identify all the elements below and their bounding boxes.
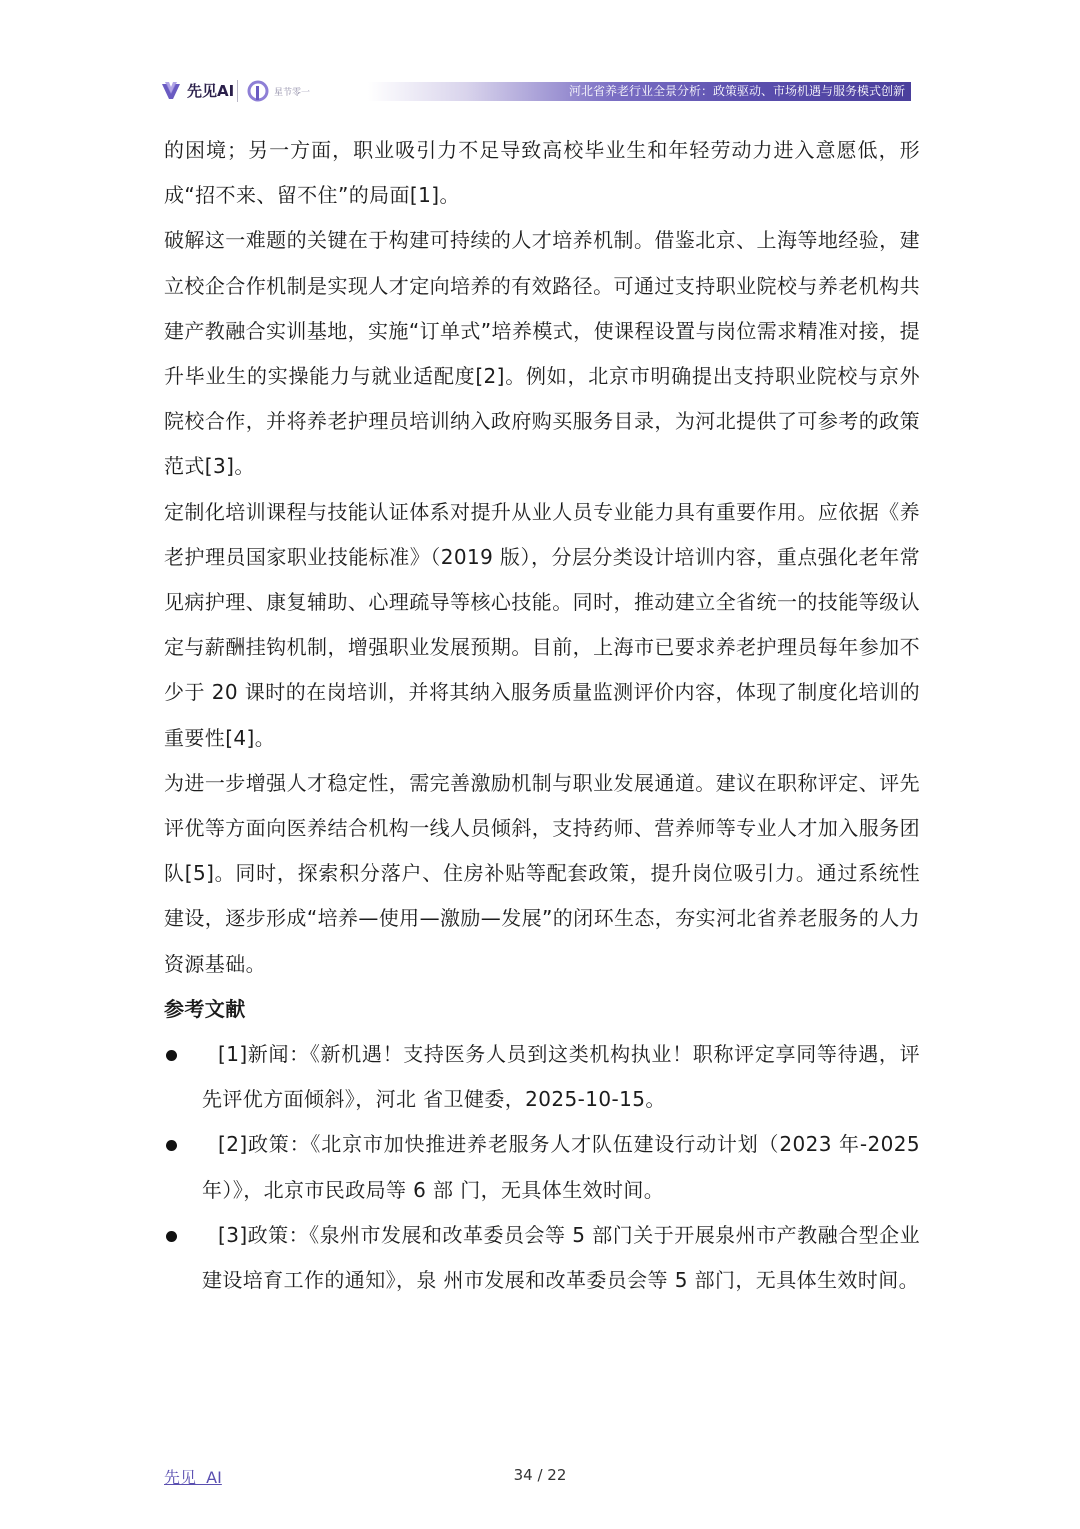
logo-secondary-text: 星节零一 bbox=[274, 87, 311, 98]
reference-text: [3]政策：《泉州市发展和改革委员会等 5 部门关于开展泉州市产教融合型企业建设培育工作的通知》，泉 州市发展和改革委员会等 5 部门，无具体生效时间。 bbox=[202, 1222, 920, 1293]
header-banner bbox=[368, 82, 911, 101]
banner-title: 河北省养老行业全景分析：政策驱动、市场机遇与服务模式创新 bbox=[568, 84, 905, 98]
bullet-icon bbox=[166, 1050, 177, 1061]
body-paragraph: 为进一步增强人才稳定性，需完善激励机制与职业发展通道。建议在职称评定、评先评优等方面向医养结合机构一线人员倾斜，支持药师、营养师等专业人才加入服务团队[5]。同时，探索积分落户、住房补贴等配套政策，提升岗位吸引力。通过系统性建设，逐步形成“培养—使用—激励—发展”的闭环生态，夯实河北省养老服务的人力资源基础。 bbox=[164, 770, 921, 976]
bullet-icon bbox=[166, 1231, 177, 1242]
footer-brand-link[interactable]: 先见 AI bbox=[164, 1468, 222, 1487]
logo-divider bbox=[237, 80, 238, 102]
logo-primary-text: 先见AI bbox=[187, 82, 235, 100]
xingjie-logo-icon bbox=[246, 79, 270, 103]
bullet-icon bbox=[166, 1140, 177, 1151]
body-paragraph: 定制化培训课程与技能认证体系对提升从业人员专业能力具有重要作用。应依据《养老护理员国家职业技能标准》（2019 版），分层分类设计培训内容，重点强化老年常见病护理、康复辅助、心理疏导等核心技能。同时，推动建立全省统一的技能等级认定与薪酬挂钩机制，增强职业发展预期。目前，上海市已要求养老护理员每年参加不少于 20 课时的在岗培训，并将其纳入服务质量监测评价内容，体现了制度化培训的重要性[4]。 bbox=[164, 499, 920, 750]
body-paragraph: 的困境；另一方面，职业吸引力不足导致高校毕业生和年轻劳动力进入意愿低，形成“招不来、留不住”的局面[1]。 bbox=[164, 138, 920, 208]
reference-text: [2]政策：《北京市加快推进养老服务人才队伍建设行动计划（2023 年-2025 年）》，北京市民政局等 6 部 门，无具体生效时间。 bbox=[202, 1132, 920, 1202]
page-header bbox=[0, 0, 1080, 110]
page-number: 34 / 22 bbox=[513, 1466, 567, 1484]
xianjian-logo-icon bbox=[160, 80, 182, 102]
references-heading: 参考文献 bbox=[164, 996, 246, 1021]
body-paragraph: 破解这一难题的关键在于构建可持续的人才培养机制。借鉴北京、上海等地经验，建立校企合作机制是实现人才定向培养的有效路径。可通过支持职业院校与养老机构共建产教融合实训基地，实施“订单式”培养模式，使课程设置与岗位需求精准对接，提升毕业生的实操能力与就业适配度[2]。例如，北京市明确提出支持职业院校与京外院校合作，并将养老护理员培训纳入政府购买服务目录，为河北提供了可参考的政策范式[3]。 bbox=[164, 228, 920, 479]
reference-item bbox=[164, 1032, 920, 1122]
xingjie-logo bbox=[246, 79, 310, 103]
reference-item bbox=[164, 1213, 920, 1303]
main-content bbox=[164, 128, 920, 1303]
reference-item bbox=[164, 1122, 920, 1212]
xianjian-ai-logo bbox=[160, 80, 234, 102]
reference-text: [1]新闻：《新机遇！支持医务人员到这类机构执业！职称评定享同等待遇，评先评优方面倾斜》，河北 省卫健委，2025-10-15。 bbox=[202, 1042, 920, 1112]
